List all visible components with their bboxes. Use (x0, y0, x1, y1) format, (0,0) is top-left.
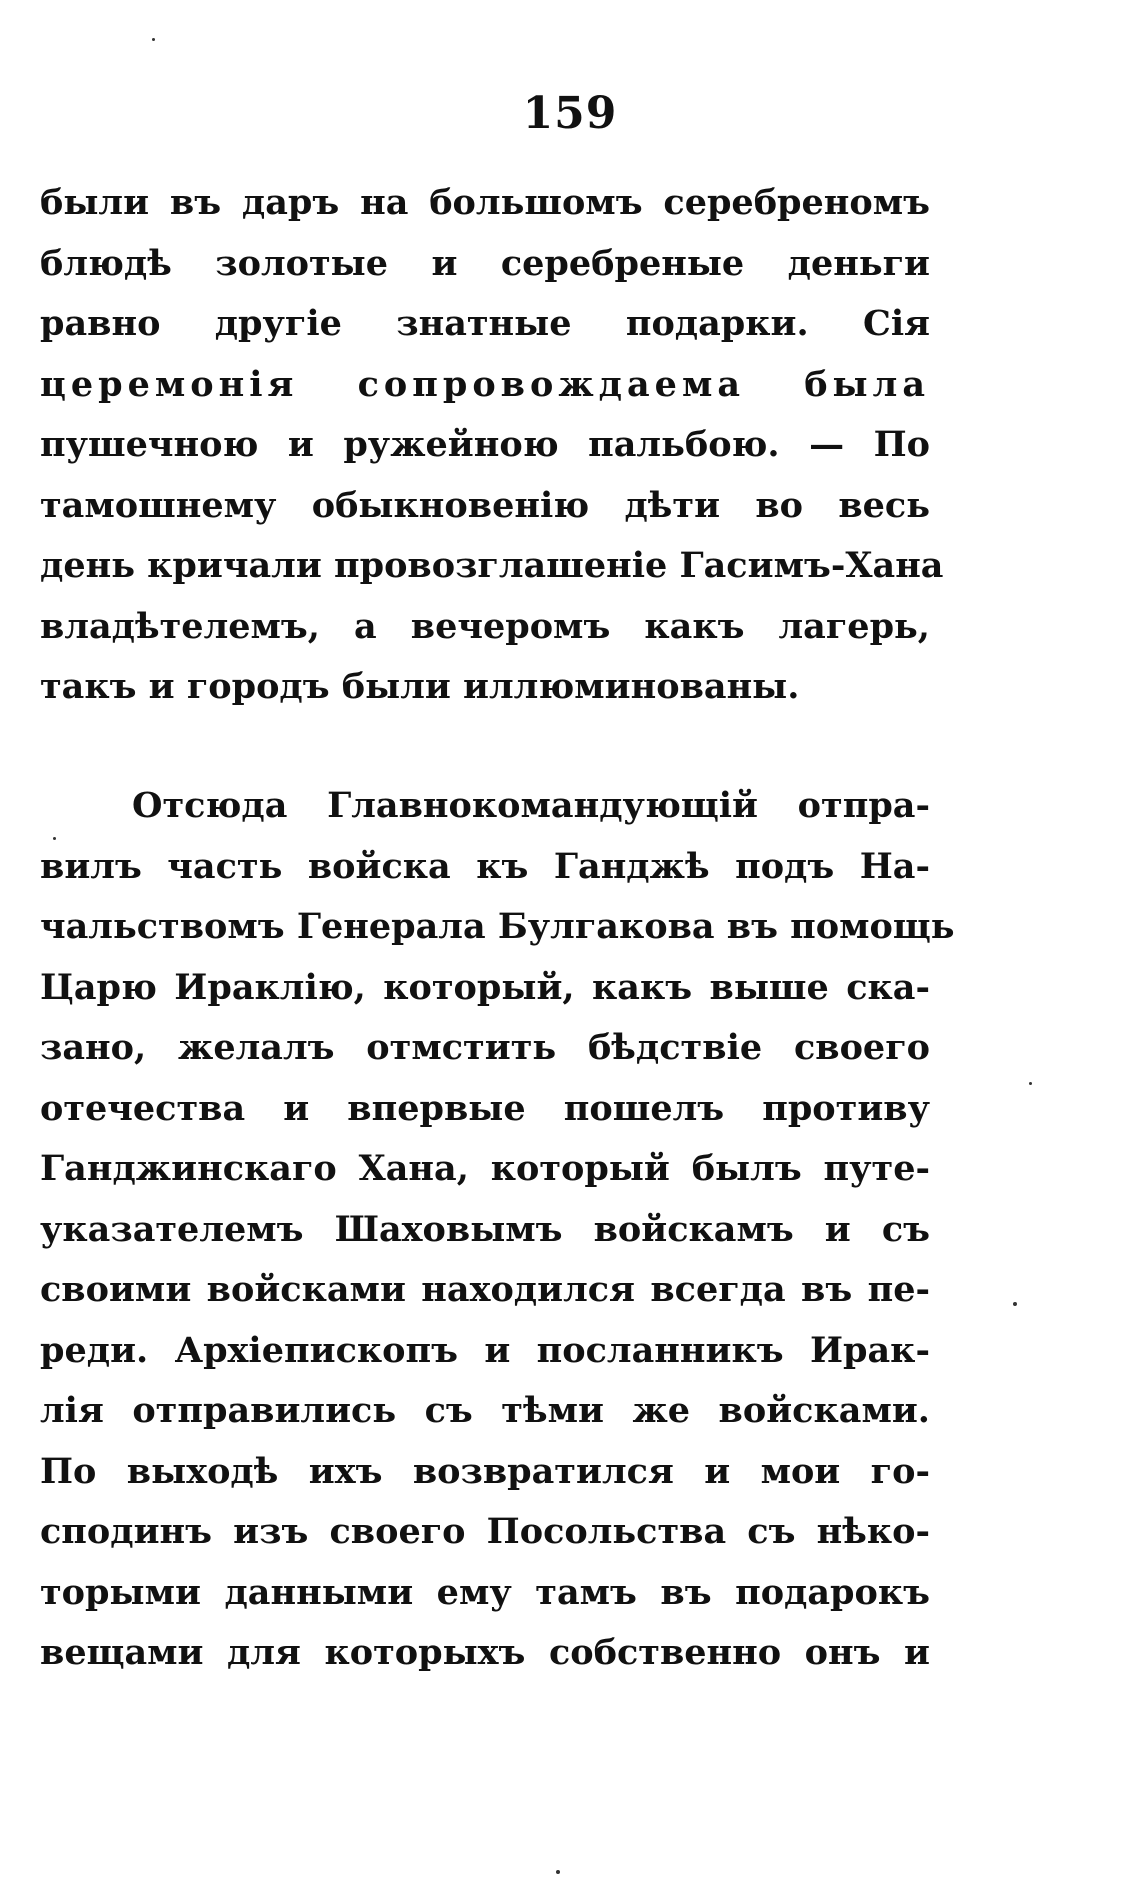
page-number: 159 (522, 88, 618, 139)
paragraph-2 (40, 776, 955, 1684)
print-speck (1013, 1302, 1017, 1306)
text-line: чальствомъ Генерала Булгакова въ помощь (40, 906, 955, 947)
print-speck (556, 1870, 560, 1874)
text-line: равно другіе знатные подарки. Сія (40, 303, 930, 344)
text-line: своими войсками находился всегда въ пе- (40, 1269, 930, 1310)
text-line: Ганджинскаго Хана, который былъ путе- (40, 1148, 930, 1189)
text-line: пушечною и ружейною пальбою. — По (40, 424, 930, 465)
text-line: такъ и городъ были иллюминованы. (40, 666, 800, 707)
text-line: реди. Архіепископъ и посланникъ Ирак- (40, 1329, 930, 1371)
paragraph-1 (40, 173, 944, 718)
text-line: сподинъ изъ своего Посольства съ нѣко- (40, 1511, 930, 1552)
text-line: тамошнему обыкновенію дѣти во весь (40, 484, 930, 526)
text-line: день кричали провозглашеніе Гасимъ-Хана (40, 545, 944, 586)
text-line: отечества и впервые пошелъ противу (40, 1087, 930, 1129)
text-line: были въ даръ на большомъ серебреномъ (40, 182, 930, 223)
text-line: указателемъ Шаховымъ войскамъ и съ (40, 1208, 930, 1250)
text-line: торыми данными ему тамъ въ подарокъ (40, 1571, 930, 1613)
text-line: Отсюда Главнокомандующій отпра- (132, 785, 930, 826)
print-speck (1029, 1082, 1032, 1085)
text-line: вилъ часть войска къ Ганджѣ подъ На- (40, 845, 930, 887)
text-line: владѣтелемъ, а вечеромъ какъ лагерь, (40, 605, 930, 647)
text-line: По выходѣ ихъ возвратился и мои го- (40, 1450, 930, 1492)
text-line: церемонія сопровождаема была (40, 363, 930, 405)
text-line: зано, желалъ отмстить бѣдствіе своего (40, 1027, 930, 1068)
print-speck (152, 38, 155, 41)
text-line: Царю Ираклію, который, какъ выше ска- (40, 966, 930, 1008)
text-line: блюдѣ золотые и серебреные деньги (40, 242, 930, 284)
text-line: лія отправились съ тѣми же войсками. (40, 1390, 930, 1431)
text-line: вещами для которыхъ собственно онъ и (40, 1632, 930, 1673)
print-speck (53, 837, 56, 840)
